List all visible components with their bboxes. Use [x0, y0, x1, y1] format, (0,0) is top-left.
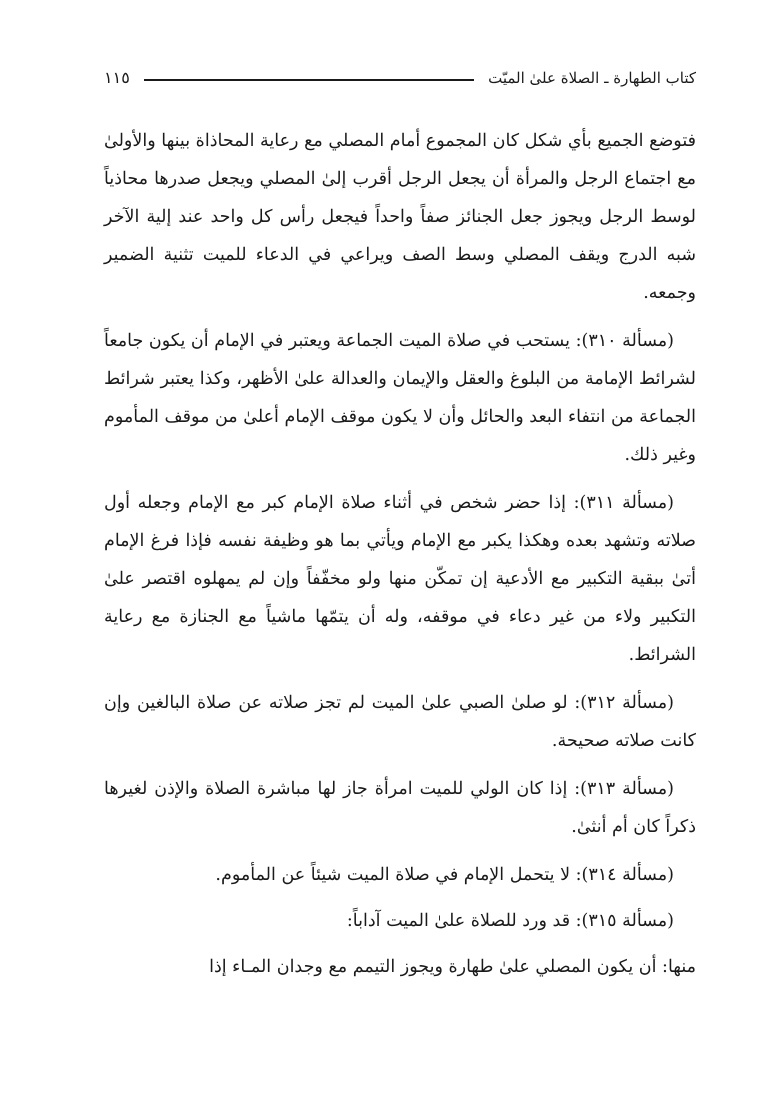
paragraph-etiquette-start: منها: أن يكون المصلي علىٰ طهارة ويجوز التيمم مع وجدان المـاء إذا — [209, 957, 696, 977]
book-title: كتاب الطهارة ـ الصلاة علىٰ الميّت — [488, 69, 696, 87]
paragraph-issue-312: (مسألة ٣١٢): لو صلىٰ الصبي علىٰ الميت لم تجز صلاته عن صلاة البالغين وإن كانت صلاته صحيحة. — [104, 693, 696, 751]
paragraph-issue-311: (مسألة ٣١١): إذا حضر شخص في أثناء صلاة الإمام كبر مع الإمام وجعله أول صلاته وتشهد بعده وهكذا يكبر مع الإمام ويأتي بما هو وظيفة نفسه فإذا فرغ الإمام أتىٰ ببقية التكبير مع الأدعية إن تمكّن منها ولو مخفّفاً وإن لم يمهلوه اقتصر علىٰ التكبير ولاء من غير دعاء في موقفه، وله أن يتمّها ماشياً مع الجنازة مع رعاية الشرائط. — [104, 493, 696, 665]
running-header — [104, 64, 696, 92]
page-number: ١١٥ — [104, 68, 130, 87]
paragraph-issue-315: (مسألة ٣١٥): قد ورد للصلاة علىٰ الميت آداباً: — [346, 911, 674, 931]
paragraph-issue-310: (مسألة ٣١٠): يستحب في صلاة الميت الجماعة ويعتبر في الإمام أن يكون جامعاً لشرائط الإمامة من البلوغ والعقل والإيمان والعدالة علىٰ الأظهر، وكذا يعتبر شرائط الجماعة من انتفاء البعد والحائل وأن لا يكون موقف الإمام أعلىٰ من موقف المأموم وغير ذلك. — [104, 331, 696, 465]
paragraph-issue-313: (مسألة ٣١٣): إذا كان الولي للميت امرأة جاز لها مباشرة الصلاة والإذن لغيرها ذكراً كان أم أنثىٰ. — [104, 779, 696, 837]
header-rule — [144, 79, 474, 81]
paragraph-issue-314: (مسألة ٣١٤): لا يتحمل الإمام في صلاة الميت شيئاً عن المأموم. — [215, 865, 674, 885]
book-page — [104, 64, 696, 996]
paragraph-continuation: فتوضع الجميع بأي شكل كان المجموع أمام المصلي مع رعاية المحاذاة بينها والأولىٰ مع اجتماع الرجل والمرأة أن يجعل الرجل أقرب إلىٰ المصلي ويجعل صدرها محاذياً لوسط الرجل ويجوز جعل الجنائز صفاً واحداً فيجعل رأس كل واحد عند إلية الآخر شبه الدرج ويقف المصلي وسط الصف ويراعي في الدعاء للميت تثنية الضمير وجمعه. — [104, 131, 696, 303]
